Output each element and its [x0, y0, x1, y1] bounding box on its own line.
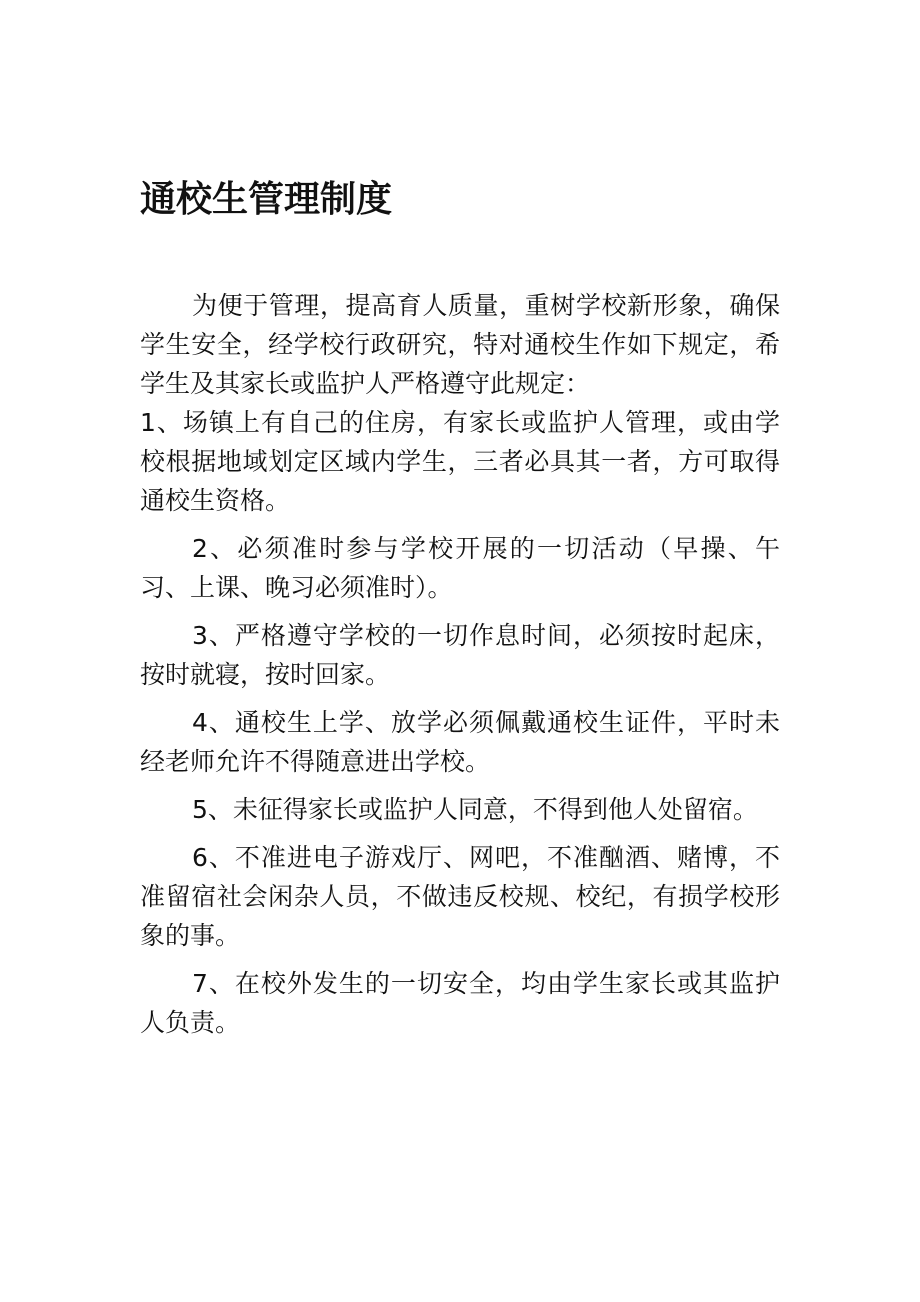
- document-body: [140, 286, 780, 1042]
- rule-item-5: 5、未征得家长或监护人同意，不得到他人处留宿。: [192, 795, 758, 824]
- rule-item-3: 3、严格遵守学校的一切作息时间，必须按时起床，按时就寝，按时回家。: [140, 621, 780, 689]
- rule-item-7: 7、在校外发生的一切安全，均由学生家长或其监护人负责。: [140, 969, 780, 1037]
- rule-item-6: 6、不准进电子游戏厅、网吧，不准酗酒、赌博，不准留宿社会闲杂人员，不做违反校规、校纪，有损学校形象的事。: [140, 843, 780, 950]
- rule-item-1: 1、场镇上有自己的住房，有家长或监护人管理，或由学校根据地域划定区域内学生，三者必具其一者，方可取得通校生资格。: [140, 408, 780, 515]
- rule-item-2: 2、必须准时参与学校开展的一切活动（早操、午习、上课、晚习必须准时）。: [140, 534, 780, 602]
- document-title: 通校生管理制度: [140, 179, 393, 220]
- intro-paragraph: 为便于管理，提高育人质量，重树学校新形象，确保学生安全，经学校行政研究，特对通校生作如下规定，希学生及其家长或监护人严格遵守此规定：: [140, 291, 780, 398]
- rule-item-4: 4、通校生上学、放学必须佩戴通校生证件，平时未经老师允许不得随意进出学校。: [140, 708, 780, 776]
